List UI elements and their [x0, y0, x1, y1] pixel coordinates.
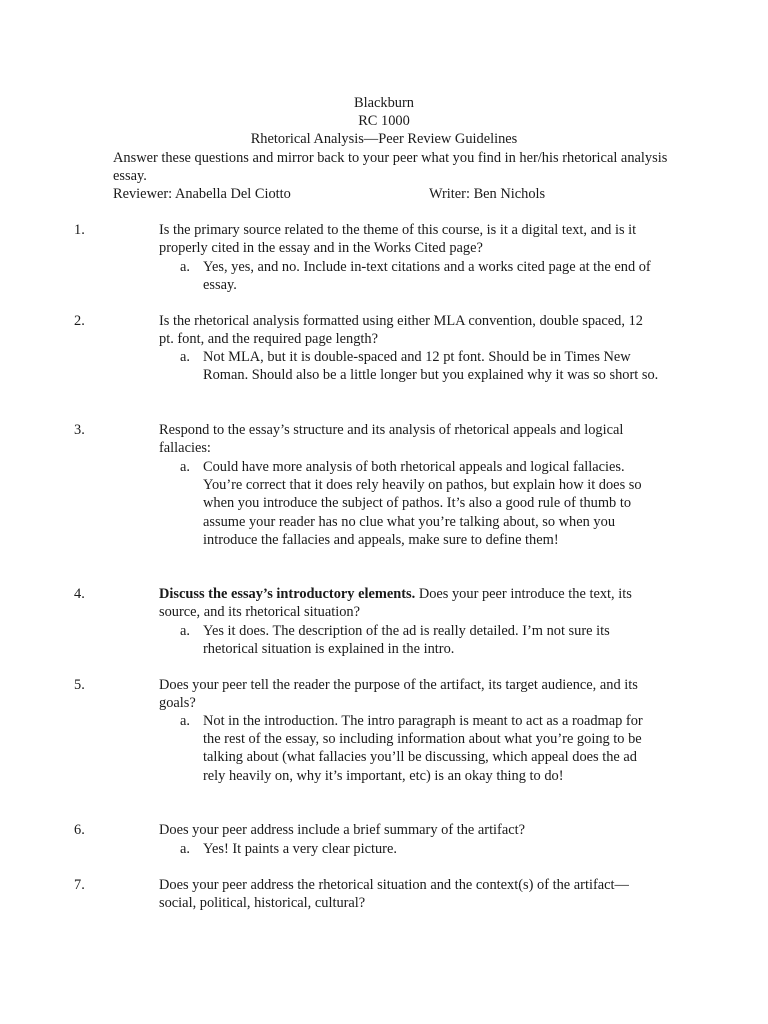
question-text: Does your peer tell the reader the purpose of the artifact, its target audience, and its goals?	[159, 677, 638, 712]
question-number: 6.	[74, 822, 85, 838]
answer-letter: a.	[180, 841, 190, 857]
answer-text: Not in the introduction. The intro paragraph is meant to act as a roadmap for the rest of the essay, so including information about what you’re going to be talking about (what fallacies you’ll be discussing, which appeal does the ad rely heavily on, why it’s important, etc) is an okay thing to do!	[203, 713, 643, 784]
answer-text: Could have more analysis of both rhetorical appeals and logical fallacies. You’re correct that it does rely heavily on pathos, but explain how it does so when you introduce the subject of pathos. It’s also a good rule of thumb to assume your reader has no clue what you’re talking about, so when you introduce the fallacies and appeals, make sure to define them!	[203, 459, 642, 548]
document-title: Rhetorical Analysis—Peer Review Guidelines	[250, 131, 518, 148]
reviewer-writer-line	[113, 185, 673, 203]
answer-letter: a.	[180, 713, 190, 729]
reviewer-name: Reviewer: Anabella Del Ciotto	[113, 186, 291, 202]
answer-letter: a.	[180, 459, 190, 475]
question-number: 7.	[74, 877, 85, 893]
course-code: RC 1000	[358, 113, 410, 130]
question-number: 2.	[74, 313, 85, 329]
question-text: Is the primary source related to the theme of this course, is it a digital text, and is it properly cited in the essay and in the Works Cited page?	[159, 222, 637, 257]
question-text: Does your peer address include a brief summary of the artifact?	[159, 822, 526, 838]
question-bold-lead: Discuss the essay’s introductory elements.	[159, 586, 416, 602]
answer-text: Yes, yes, and no. Include in-text citations and a works cited page at the end of essay.	[203, 259, 651, 294]
question-number: 3.	[74, 422, 85, 438]
question-text	[159, 585, 649, 621]
question-text: Is the rhetorical analysis formatted using either MLA convention, double spaced, 12 pt. font, and the required page length?	[159, 313, 643, 348]
instructions: Answer these questions and mirror back to your peer what you find in her/his rhetorical analysis essay.	[113, 150, 668, 185]
question-number: 1.	[74, 222, 85, 238]
question-text: Does your peer address the rhetorical situation and the context(s) of the artifact—social, political, historical, cultural?	[159, 877, 629, 912]
answer-letter: a.	[180, 349, 190, 365]
question-number: 4.	[74, 586, 85, 602]
answer-letter: a.	[180, 259, 190, 275]
document-header	[0, 94, 768, 149]
writer-name: Writer: Ben Nichols	[429, 186, 546, 202]
instructor-name: Blackburn	[354, 95, 414, 111]
question-number: 5.	[74, 677, 85, 693]
answer-text: Yes it does. The description of the ad is really detailed. I’m not sure its rhetorical situation is explained in the intro.	[203, 623, 610, 658]
answer-text: Not MLA, but it is double-spaced and 12 pt font. Should be in Times New Roman. Should also be a little longer but you explained why it was so short so.	[203, 349, 659, 384]
question-rest: Does your peer introduce the text, its source, and its rhetorical situation?	[159, 586, 632, 621]
answer-letter: a.	[180, 623, 190, 639]
answer-text: Yes! It paints a very clear picture.	[203, 841, 397, 857]
question-text: Respond to the essay’s structure and its analysis of rhetorical appeals and logical fallacies:	[159, 422, 624, 457]
